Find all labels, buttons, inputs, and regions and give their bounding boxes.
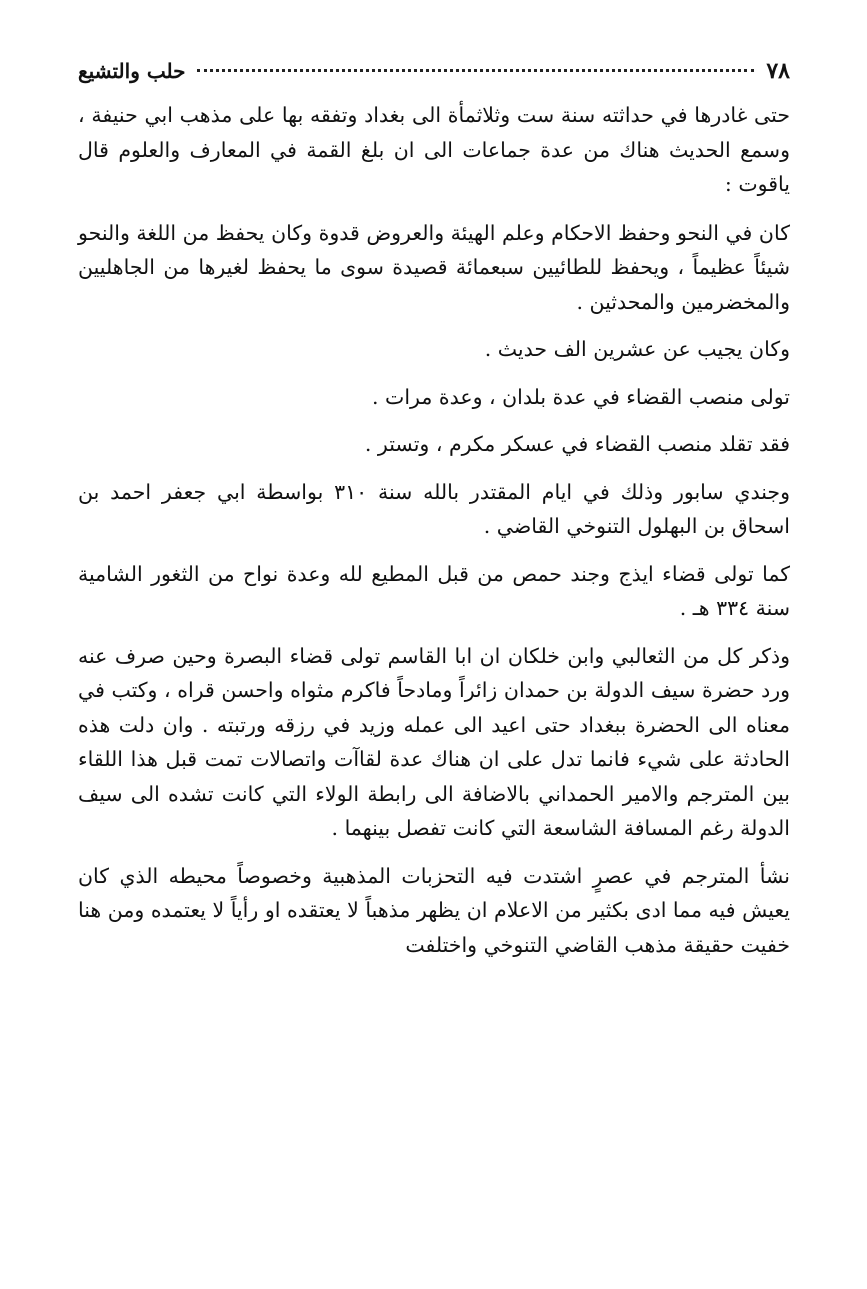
page-number: ٧٨ [766,58,790,84]
paragraph-6: وجندي سابور وذلك في ايام المقتدر بالله سنة ٣١٠ بواسطة ابي جعفر احمد بن اسحاق بن البهلول التنوخي القاضي . [78,479,790,538]
paragraph-5: فقد تقلد منصب القضاء في عسكر مكرم ، وتستر . [364,432,790,456]
paragraph-1: حتى غادرها في حداثته سنة ست وثلاثمأة الى بغداد وتفقه بها على مذهب ابي حنيفة ، وسمع الحديث هناك من عدة جماعات الى ان بلغ القمة في المعارف والعلوم قال ياقوت : [78,103,790,196]
running-header [78,58,790,98]
running-title: حلب والتشيع [78,59,186,83]
paragraph-7: كما تولى قضاء ايذج وجند حمص من قبل المطيع لله وعدة نواح من الثغور الشامية سنة ٣٣٤ هـ . [78,561,790,620]
paragraph-3: وكان يجيب عن عشرين الف حديث . [484,337,790,361]
paragraph-4: تولى منصب القضاء في عدة بلدان ، وعدة مرات . [372,384,790,409]
header-dot-leader [197,69,754,72]
paragraph-9: نشأ المترجم في عصرٍ اشتدت فيه التحزبات المذهبية وخصوصاً محيطه الذي كان يعيش فيه مما ادى بكثير من الاعلام ان يظهر مذهباً لا يعتقده او رأياً لا يعتمده ومن هنا خفيت حقيقة مذهب القاضي التنوخي واختلفت [78,863,790,957]
book-page [78,58,790,975]
paragraph-8: وذكر كل من الثعالبي وابن خلكان ان ابا القاسم تولى قضاء البصرة وحين صرف عنه ورد حضرة سيف الدولة بن حمدان زائراً ومادحاً فاكرم مثواه واحسن قراه ، وكتب في معناه الى الحضرة ببغداد حتى اعيد الى عمله وزيد في رزقه ورتبته . وان دلت هذه الحادثة على شيء فانما تدل على ان هناك عدة لقاآت واتصالات تمت قبل هذا اللقاء بين المترجم والامير الحمداني بالاضافة الى رابطة الولاء التي كانت تشده الى سيف الدولة رغم المسافة الشاسعة التي كانت تفصل بينهما . [78,643,790,840]
paragraph-2: كان في النحو وحفظ الاحكام وعلم الهيئة والعروض قدوة وكان يحفظ من اللغة والنحو شيئاً عظيماً ، ويحفظ للطائيين سبعمائة قصيدة سوى ما يحفظ لغيرها من الجاهليين والمخضرمين والمحدثين . [78,220,790,314]
